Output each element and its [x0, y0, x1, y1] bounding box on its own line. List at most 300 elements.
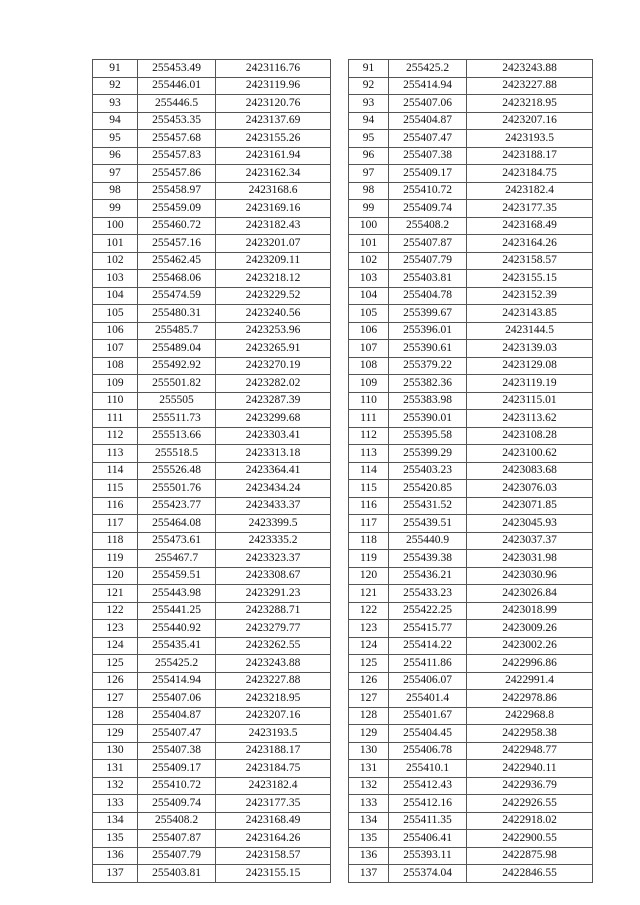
table-row [93, 497, 331, 515]
table-row [93, 602, 331, 620]
table-row [93, 147, 331, 165]
y-coordinate-cell: 2423270.19 [216, 357, 331, 375]
point-number-cell: 123 [349, 620, 389, 638]
x-coordinate-cell: 255390.01 [389, 410, 467, 428]
x-coordinate-cell: 255431.52 [389, 497, 467, 515]
x-coordinate-cell: 255436.21 [389, 567, 467, 585]
x-coordinate-cell: 255518.5 [138, 445, 216, 463]
y-coordinate-cell: 2423177.35 [467, 200, 593, 218]
table-row [93, 812, 331, 830]
x-coordinate-cell: 255458.97 [138, 182, 216, 200]
table-row [93, 567, 331, 585]
y-coordinate-cell: 2423282.02 [216, 375, 331, 393]
point-number-cell: 92 [93, 77, 138, 95]
x-coordinate-cell: 255406.78 [389, 742, 467, 760]
point-number-cell: 113 [349, 445, 389, 463]
coordinate-table-right [348, 59, 593, 883]
y-coordinate-cell: 2423045.93 [467, 515, 593, 533]
y-coordinate-cell: 2423434.24 [216, 480, 331, 498]
x-coordinate-cell: 255396.01 [389, 322, 467, 340]
point-number-cell: 126 [93, 672, 138, 690]
y-coordinate-cell: 2423030.96 [467, 567, 593, 585]
y-coordinate-cell: 2423227.88 [467, 77, 593, 95]
point-number-cell: 98 [93, 182, 138, 200]
x-coordinate-cell: 255406.07 [389, 672, 467, 690]
y-coordinate-cell: 2423182.43 [216, 217, 331, 235]
table-row [93, 305, 331, 323]
x-coordinate-cell: 255410.72 [138, 777, 216, 795]
y-coordinate-cell: 2423207.16 [216, 707, 331, 725]
y-coordinate-cell: 2423291.23 [216, 585, 331, 603]
x-coordinate-cell: 255383.98 [389, 392, 467, 410]
table-row [93, 392, 331, 410]
y-coordinate-cell: 2423152.39 [467, 287, 593, 305]
y-coordinate-cell: 2423218.95 [216, 690, 331, 708]
x-coordinate-cell: 255407.06 [389, 95, 467, 113]
x-coordinate-cell: 255485.7 [138, 322, 216, 340]
x-coordinate-cell: 255459.09 [138, 200, 216, 218]
y-coordinate-cell: 2423002.26 [467, 637, 593, 655]
table-row [349, 375, 593, 393]
y-coordinate-cell: 2423364.41 [216, 462, 331, 480]
y-coordinate-cell: 2423083.68 [467, 462, 593, 480]
y-coordinate-cell: 2423265.91 [216, 340, 331, 358]
y-coordinate-cell: 2422940.11 [467, 760, 593, 778]
x-coordinate-cell: 255411.86 [389, 655, 467, 673]
point-number-cell: 113 [93, 445, 138, 463]
x-coordinate-cell: 255489.04 [138, 340, 216, 358]
x-coordinate-cell: 255393.11 [389, 847, 467, 865]
point-number-cell: 137 [349, 865, 389, 883]
point-number-cell: 124 [349, 637, 389, 655]
table-row [93, 235, 331, 253]
y-coordinate-cell: 2423287.39 [216, 392, 331, 410]
y-coordinate-cell: 2422991.4 [467, 672, 593, 690]
table-row [93, 742, 331, 760]
y-coordinate-cell: 2423137.69 [216, 112, 331, 130]
table-row [349, 795, 593, 813]
y-coordinate-cell: 2423026.84 [467, 585, 593, 603]
point-number-cell: 93 [349, 95, 389, 113]
y-coordinate-cell: 2423227.88 [216, 672, 331, 690]
y-coordinate-cell: 2423218.12 [216, 270, 331, 288]
point-number-cell: 128 [93, 707, 138, 725]
x-coordinate-cell: 255457.86 [138, 165, 216, 183]
y-coordinate-cell: 2423168.49 [216, 812, 331, 830]
x-coordinate-cell: 255407.38 [389, 147, 467, 165]
table-row [93, 585, 331, 603]
table-row [349, 427, 593, 445]
x-coordinate-cell: 255401.67 [389, 707, 467, 725]
point-number-cell: 109 [93, 375, 138, 393]
x-coordinate-cell: 255457.83 [138, 147, 216, 165]
point-number-cell: 92 [349, 77, 389, 95]
y-coordinate-cell: 2423031.98 [467, 550, 593, 568]
x-coordinate-cell: 255433.23 [389, 585, 467, 603]
y-coordinate-cell: 2423116.76 [216, 60, 331, 78]
point-number-cell: 131 [93, 760, 138, 778]
x-coordinate-cell: 255443.98 [138, 585, 216, 603]
x-coordinate-cell: 255412.16 [389, 795, 467, 813]
y-coordinate-cell: 2423335.2 [216, 532, 331, 550]
table-row [93, 375, 331, 393]
table-row [93, 830, 331, 848]
x-coordinate-cell: 255404.87 [138, 707, 216, 725]
point-number-cell: 94 [349, 112, 389, 130]
table-row [93, 112, 331, 130]
y-coordinate-cell: 2423243.88 [467, 60, 593, 78]
point-number-cell: 136 [349, 847, 389, 865]
point-number-cell: 129 [349, 725, 389, 743]
y-coordinate-cell: 2422958.38 [467, 725, 593, 743]
y-coordinate-cell: 2423201.07 [216, 235, 331, 253]
x-coordinate-cell: 255403.23 [389, 462, 467, 480]
y-coordinate-cell: 2422926.55 [467, 795, 593, 813]
table-row [93, 77, 331, 95]
table-row [349, 847, 593, 865]
point-number-cell: 98 [349, 182, 389, 200]
table-row [93, 410, 331, 428]
table-row [349, 147, 593, 165]
point-number-cell: 95 [93, 130, 138, 148]
table-row [93, 550, 331, 568]
table-row [93, 672, 331, 690]
point-number-cell: 111 [93, 410, 138, 428]
x-coordinate-cell: 255404.78 [389, 287, 467, 305]
y-coordinate-cell: 2423184.75 [467, 165, 593, 183]
x-coordinate-cell: 255407.47 [389, 130, 467, 148]
table-row [349, 340, 593, 358]
y-coordinate-cell: 2423129.08 [467, 357, 593, 375]
y-coordinate-cell: 2423071.85 [467, 497, 593, 515]
table-row [93, 200, 331, 218]
table-row [93, 287, 331, 305]
x-coordinate-cell: 255474.59 [138, 287, 216, 305]
point-number-cell: 119 [93, 550, 138, 568]
y-coordinate-cell: 2422978.86 [467, 690, 593, 708]
point-number-cell: 127 [93, 690, 138, 708]
y-coordinate-cell: 2423218.95 [467, 95, 593, 113]
x-coordinate-cell: 255404.87 [389, 112, 467, 130]
x-coordinate-cell: 255505 [138, 392, 216, 410]
x-coordinate-cell: 255374.04 [389, 865, 467, 883]
point-number-cell: 134 [349, 812, 389, 830]
point-number-cell: 94 [93, 112, 138, 130]
y-coordinate-cell: 2423158.57 [467, 252, 593, 270]
point-number-cell: 130 [349, 742, 389, 760]
point-number-cell: 104 [93, 287, 138, 305]
table-row [349, 252, 593, 270]
point-number-cell: 134 [93, 812, 138, 830]
point-number-cell: 125 [93, 655, 138, 673]
point-number-cell: 112 [349, 427, 389, 445]
point-number-cell: 108 [349, 357, 389, 375]
table-row [93, 165, 331, 183]
y-coordinate-cell: 2422996.86 [467, 655, 593, 673]
y-coordinate-cell: 2423164.26 [216, 830, 331, 848]
point-number-cell: 95 [349, 130, 389, 148]
y-coordinate-cell: 2423308.67 [216, 567, 331, 585]
point-number-cell: 115 [93, 480, 138, 498]
x-coordinate-cell: 255409.74 [138, 795, 216, 813]
table-row [93, 637, 331, 655]
x-coordinate-cell: 255407.79 [138, 847, 216, 865]
table-row [349, 497, 593, 515]
point-number-cell: 119 [349, 550, 389, 568]
point-number-cell: 122 [349, 602, 389, 620]
point-number-cell: 116 [349, 497, 389, 515]
table-row [349, 672, 593, 690]
table-row [349, 445, 593, 463]
x-coordinate-cell: 255407.87 [389, 235, 467, 253]
point-number-cell: 135 [93, 830, 138, 848]
table-row [349, 95, 593, 113]
table-row [349, 130, 593, 148]
y-coordinate-cell: 2423139.03 [467, 340, 593, 358]
x-coordinate-cell: 255415.77 [389, 620, 467, 638]
y-coordinate-cell: 2423229.52 [216, 287, 331, 305]
x-coordinate-cell: 255435.41 [138, 637, 216, 655]
y-coordinate-cell: 2423182.4 [216, 777, 331, 795]
x-coordinate-cell: 255453.49 [138, 60, 216, 78]
y-coordinate-cell: 2423100.62 [467, 445, 593, 463]
coordinate-table-left [92, 59, 331, 883]
table-row [349, 392, 593, 410]
point-number-cell: 102 [349, 252, 389, 270]
table-row [349, 585, 593, 603]
point-number-cell: 106 [349, 322, 389, 340]
x-coordinate-cell: 255501.82 [138, 375, 216, 393]
x-coordinate-cell: 255412.43 [389, 777, 467, 795]
y-coordinate-cell: 2423009.26 [467, 620, 593, 638]
x-coordinate-cell: 255411.35 [389, 812, 467, 830]
table-row [349, 865, 593, 883]
x-coordinate-cell: 255459.51 [138, 567, 216, 585]
x-coordinate-cell: 255407.87 [138, 830, 216, 848]
y-coordinate-cell: 2423182.4 [467, 182, 593, 200]
x-coordinate-cell: 255407.06 [138, 690, 216, 708]
point-number-cell: 114 [93, 462, 138, 480]
y-coordinate-cell: 2423323.37 [216, 550, 331, 568]
y-coordinate-cell: 2423399.5 [216, 515, 331, 533]
table-row [349, 550, 593, 568]
point-number-cell: 96 [93, 147, 138, 165]
x-coordinate-cell: 255462.45 [138, 252, 216, 270]
table-row [349, 620, 593, 638]
y-coordinate-cell: 2423155.26 [216, 130, 331, 148]
point-number-cell: 136 [93, 847, 138, 865]
y-coordinate-cell: 2423209.11 [216, 252, 331, 270]
point-number-cell: 110 [93, 392, 138, 410]
point-number-cell: 103 [93, 270, 138, 288]
y-coordinate-cell: 2423193.5 [216, 725, 331, 743]
table-row [349, 217, 593, 235]
x-coordinate-cell: 255406.41 [389, 830, 467, 848]
y-coordinate-cell: 2422918.02 [467, 812, 593, 830]
point-number-cell: 131 [349, 760, 389, 778]
table-row [93, 760, 331, 778]
x-coordinate-cell: 255446.01 [138, 77, 216, 95]
point-number-cell: 99 [93, 200, 138, 218]
y-coordinate-cell: 2422936.79 [467, 777, 593, 795]
table-row [349, 602, 593, 620]
y-coordinate-cell: 2423188.17 [467, 147, 593, 165]
point-number-cell: 106 [93, 322, 138, 340]
table-row [349, 165, 593, 183]
point-number-cell: 135 [349, 830, 389, 848]
y-coordinate-cell: 2423313.18 [216, 445, 331, 463]
table-row [349, 655, 593, 673]
table-row [93, 847, 331, 865]
table-row [93, 690, 331, 708]
x-coordinate-cell: 255414.94 [389, 77, 467, 95]
point-number-cell: 114 [349, 462, 389, 480]
y-coordinate-cell: 2423207.16 [467, 112, 593, 130]
x-coordinate-cell: 255399.29 [389, 445, 467, 463]
table-row [349, 305, 593, 323]
table-row [93, 357, 331, 375]
x-coordinate-cell: 255382.36 [389, 375, 467, 393]
x-coordinate-cell: 255460.72 [138, 217, 216, 235]
y-coordinate-cell: 2423115.01 [467, 392, 593, 410]
table-row [93, 340, 331, 358]
point-number-cell: 126 [349, 672, 389, 690]
y-coordinate-cell: 2422968.8 [467, 707, 593, 725]
point-number-cell: 108 [93, 357, 138, 375]
x-coordinate-cell: 255409.17 [138, 760, 216, 778]
table-row [349, 777, 593, 795]
table-row [93, 620, 331, 638]
y-coordinate-cell: 2423288.71 [216, 602, 331, 620]
y-coordinate-cell: 2423113.62 [467, 410, 593, 428]
table-row [349, 60, 593, 78]
point-number-cell: 105 [93, 305, 138, 323]
y-coordinate-cell: 2422846.55 [467, 865, 593, 883]
x-coordinate-cell: 255409.17 [389, 165, 467, 183]
y-coordinate-cell: 2423018.99 [467, 602, 593, 620]
table-row [349, 760, 593, 778]
x-coordinate-cell: 255473.61 [138, 532, 216, 550]
y-coordinate-cell: 2423303.41 [216, 427, 331, 445]
y-coordinate-cell: 2423193.5 [467, 130, 593, 148]
x-coordinate-cell: 255453.35 [138, 112, 216, 130]
y-coordinate-cell: 2423155.15 [216, 865, 331, 883]
point-number-cell: 125 [349, 655, 389, 673]
point-number-cell: 118 [93, 532, 138, 550]
table-row [93, 217, 331, 235]
point-number-cell: 117 [349, 515, 389, 533]
x-coordinate-cell: 255457.16 [138, 235, 216, 253]
table-row [349, 112, 593, 130]
table-row [349, 235, 593, 253]
x-coordinate-cell: 255390.61 [389, 340, 467, 358]
point-number-cell: 107 [349, 340, 389, 358]
table-row [349, 182, 593, 200]
x-coordinate-cell: 255403.81 [389, 270, 467, 288]
y-coordinate-cell: 2423119.19 [467, 375, 593, 393]
x-coordinate-cell: 255410.1 [389, 760, 467, 778]
table-row [93, 445, 331, 463]
table-row [93, 60, 331, 78]
point-number-cell: 132 [349, 777, 389, 795]
table-row [349, 357, 593, 375]
x-coordinate-cell: 255407.79 [389, 252, 467, 270]
table-row [349, 690, 593, 708]
table-row [93, 795, 331, 813]
y-coordinate-cell: 2423169.16 [216, 200, 331, 218]
point-number-cell: 128 [349, 707, 389, 725]
y-coordinate-cell: 2423262.55 [216, 637, 331, 655]
x-coordinate-cell: 255513.66 [138, 427, 216, 445]
x-coordinate-cell: 255492.92 [138, 357, 216, 375]
x-coordinate-cell: 255420.85 [389, 480, 467, 498]
y-coordinate-cell: 2423076.03 [467, 480, 593, 498]
x-coordinate-cell: 255407.38 [138, 742, 216, 760]
x-coordinate-cell: 255408.2 [138, 812, 216, 830]
table-row [349, 322, 593, 340]
point-number-cell: 120 [349, 567, 389, 585]
table-row [93, 427, 331, 445]
x-coordinate-cell: 255401.4 [389, 690, 467, 708]
y-coordinate-cell: 2423299.68 [216, 410, 331, 428]
point-number-cell: 101 [349, 235, 389, 253]
x-coordinate-cell: 255468.06 [138, 270, 216, 288]
point-number-cell: 93 [93, 95, 138, 113]
x-coordinate-cell: 255425.2 [389, 60, 467, 78]
table-row [349, 567, 593, 585]
y-coordinate-cell: 2423119.96 [216, 77, 331, 95]
point-number-cell: 105 [349, 305, 389, 323]
x-coordinate-cell: 255414.94 [138, 672, 216, 690]
x-coordinate-cell: 255410.72 [389, 182, 467, 200]
table-row [349, 270, 593, 288]
x-coordinate-cell: 255440.9 [389, 532, 467, 550]
y-coordinate-cell: 2422875.98 [467, 847, 593, 865]
table-row [349, 742, 593, 760]
point-number-cell: 115 [349, 480, 389, 498]
point-number-cell: 100 [93, 217, 138, 235]
point-number-cell: 120 [93, 567, 138, 585]
table-row [349, 287, 593, 305]
table-row [349, 515, 593, 533]
x-coordinate-cell: 255423.77 [138, 497, 216, 515]
x-coordinate-cell: 255440.92 [138, 620, 216, 638]
point-number-cell: 127 [349, 690, 389, 708]
y-coordinate-cell: 2423240.56 [216, 305, 331, 323]
table-row [349, 480, 593, 498]
x-coordinate-cell: 255395.58 [389, 427, 467, 445]
x-coordinate-cell: 255404.45 [389, 725, 467, 743]
y-coordinate-cell: 2423143.85 [467, 305, 593, 323]
x-coordinate-cell: 255425.2 [138, 655, 216, 673]
x-coordinate-cell: 255407.47 [138, 725, 216, 743]
x-coordinate-cell: 255467.7 [138, 550, 216, 568]
table-row [93, 95, 331, 113]
table-row [93, 130, 331, 148]
table-row [93, 462, 331, 480]
y-coordinate-cell: 2423279.77 [216, 620, 331, 638]
point-number-cell: 124 [93, 637, 138, 655]
point-number-cell: 110 [349, 392, 389, 410]
y-coordinate-cell: 2423164.26 [467, 235, 593, 253]
table-row [349, 812, 593, 830]
point-number-cell: 91 [93, 60, 138, 78]
point-number-cell: 101 [93, 235, 138, 253]
x-coordinate-cell: 255439.38 [389, 550, 467, 568]
table-row [349, 725, 593, 743]
point-number-cell: 118 [349, 532, 389, 550]
y-coordinate-cell: 2423168.6 [216, 182, 331, 200]
